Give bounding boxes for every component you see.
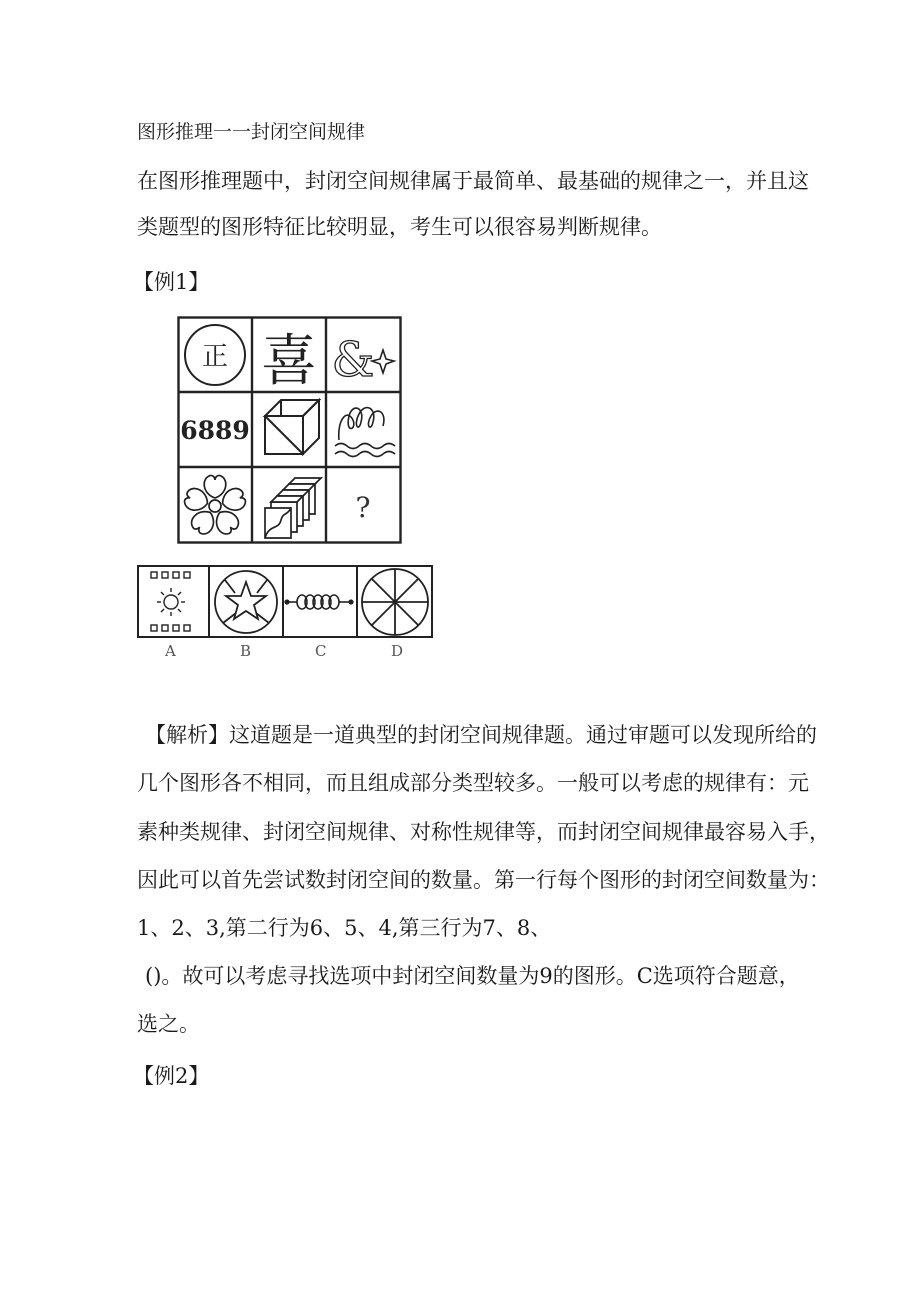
option-label-c: C [315,642,327,660]
heart-flower-icon [183,475,248,537]
intro-line-2: 类题型的图形特征比较明显，考生可以很容易判断规律。 [137,215,662,239]
example-1-label: 【例1】 [133,270,210,294]
option-label-a: A [165,642,176,660]
glyph-ampersand: & [331,332,375,388]
question-mark: ? [355,491,371,524]
analysis-line-2: 几个图形各不相同，而且组成部分类型较多。一般可以考虑的规律有：元 [137,771,809,795]
cube-icon [265,400,319,454]
option-d-wheel-icon [362,569,428,635]
analysis-line-6: ()。故可以考虑寻找选项中封闭空间数量为9的图形。C选项符合题意， [145,964,800,988]
analysis-line-5: 1、2、3,第二行为6、5、4,第三行为7、8、 [137,916,552,940]
glyph-zheng: 正 [201,342,229,372]
page-title: 图形推理一一封闭空间规律 [137,121,366,143]
puzzle-grid-figure [177,316,402,544]
analysis-line-4: 因此可以首先尝试数封闭空间的数量。第一行每个图形的封闭空间数量为： [137,868,830,892]
analysis-line-7: 选之。 [137,1012,200,1036]
example-2-label: 【例2】 [133,1064,210,1088]
option-label-b: B [240,642,252,660]
stacked-cards-icon [265,478,321,538]
option-a-sun-icon [151,572,190,631]
four-point-star-icon [372,350,394,373]
intro-line-1: 在图形推理题中，封闭空间规律属于最简单、最基础的规律之一，并且这 [137,169,809,193]
ampersand-star-cell [332,332,394,388]
analysis-line-1: 【解析】这道题是一道典型的封闭空间规律题。通过审题可以发现所给的 [145,723,817,747]
scribble-waves-icon [335,408,395,457]
option-b-star-circle-icon [215,571,277,633]
number-6889: 6889 [180,416,250,445]
option-c-chain-icon [285,595,353,609]
options-figure [137,565,435,639]
analysis-line-3: 素种类规律、封闭空间规律、对称性规律等，而封闭空间规律最容易入手， [137,820,830,844]
circle-zheng-cell [185,325,245,385]
glyph-xi: 喜 [261,329,317,394]
option-label-d: D [391,642,404,660]
